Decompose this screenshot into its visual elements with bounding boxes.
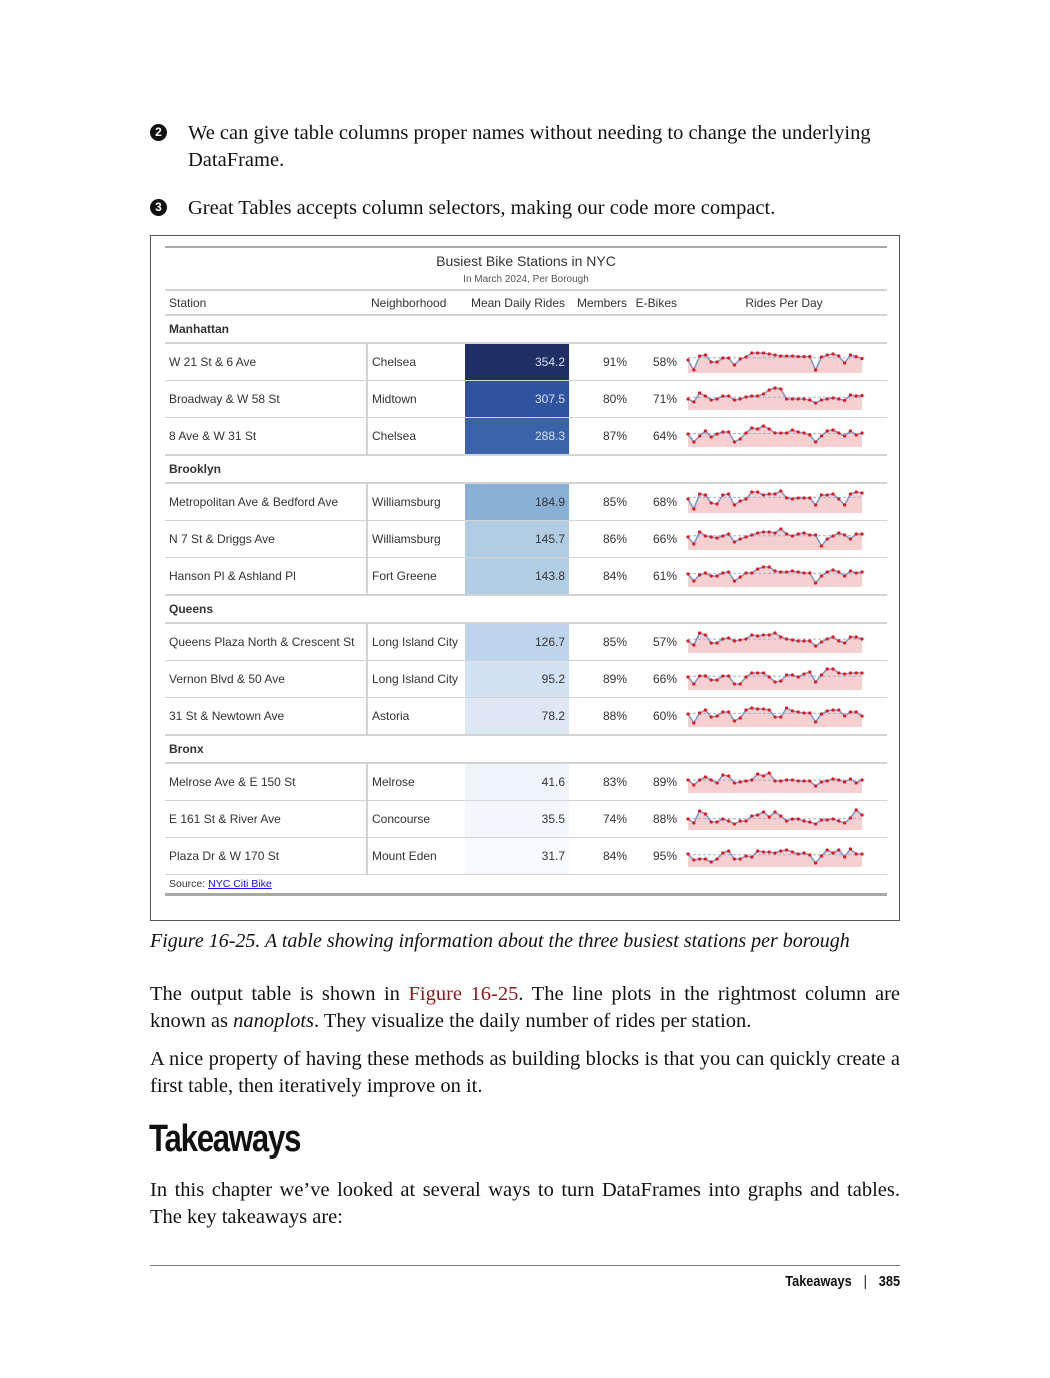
neighborhood-cell: Williamsburg	[367, 483, 465, 521]
rides-per-day-nanoplot	[681, 521, 887, 558]
ebikes-cell: 95%	[631, 838, 681, 875]
column-header-row	[165, 290, 887, 315]
callout-2	[150, 120, 902, 174]
ebikes-cell: 64%	[631, 418, 681, 456]
group-label: Manhattan	[165, 315, 887, 343]
table-row	[165, 838, 887, 875]
table-row	[165, 698, 887, 736]
callout-number-icon: 2	[150, 124, 167, 141]
mean-daily-rides-cell: 288.3	[465, 418, 569, 456]
nanoplot-line-chart	[685, 562, 865, 588]
table-source-note	[165, 875, 887, 896]
group-label: Queens	[165, 595, 887, 623]
nanoplot-line-chart	[685, 525, 865, 551]
page-number: 385	[878, 1273, 900, 1290]
neighborhood-cell: Chelsea	[367, 418, 465, 456]
source-label: Source:	[169, 878, 209, 890]
nanoplot-line-chart	[685, 665, 865, 691]
mean-daily-rides-cell: 31.7	[465, 838, 569, 875]
members-cell: 83%	[569, 763, 631, 801]
mean-daily-rides-cell: 307.5	[465, 381, 569, 418]
callout-text: Great Tables accepts column selectors, making our code more compact.	[188, 197, 776, 219]
members-cell: 85%	[569, 623, 631, 661]
footer-section: Takeaways	[785, 1273, 852, 1290]
mean-daily-rides-cell: 145.7	[465, 521, 569, 558]
rides-per-day-nanoplot	[681, 418, 887, 456]
callout-number-icon: 3	[150, 199, 167, 216]
source-link[interactable]: NYC Citi Bike	[208, 878, 272, 890]
ebikes-cell: 68%	[631, 483, 681, 521]
group-row-queens	[165, 595, 887, 623]
nanoplot-line-chart	[685, 805, 865, 831]
ebikes-cell: 71%	[631, 381, 681, 418]
paragraph-text: The output table is shown in	[150, 983, 409, 1005]
mean-daily-rides-cell: 95.2	[465, 661, 569, 698]
figure-caption: Figure 16-25. A table showing information about the three busiest stations per borough	[150, 930, 850, 952]
table-row	[165, 801, 887, 838]
neighborhood-cell: Midtown	[367, 381, 465, 418]
section-heading: Takeaways	[149, 1118, 301, 1160]
table-row	[165, 521, 887, 558]
column-header-station: Station	[165, 290, 367, 315]
neighborhood-cell: Fort Greene	[367, 558, 465, 596]
rides-per-day-nanoplot	[681, 483, 887, 521]
members-cell: 88%	[569, 698, 631, 736]
members-cell: 91%	[569, 343, 631, 381]
nanoplot-line-chart	[685, 702, 865, 728]
table-row	[165, 381, 887, 418]
nanoplot-line-chart	[685, 385, 865, 411]
rides-per-day-nanoplot	[681, 838, 887, 875]
nanoplot-line-chart	[685, 422, 865, 448]
station-cell: Hanson Pl & Ashland Pl	[165, 558, 367, 596]
neighborhood-cell: Chelsea	[367, 343, 465, 381]
paragraph-text: . They visualize the daily number of rides per station.	[314, 1010, 752, 1032]
station-cell: 31 St & Newtown Ave	[165, 698, 367, 736]
callout-3	[150, 195, 902, 222]
station-cell: W 21 St & 6 Ave	[165, 343, 367, 381]
neighborhood-cell: Astoria	[367, 698, 465, 736]
figure-cross-reference-link[interactable]: Figure 16-25	[408, 983, 519, 1005]
members-cell: 86%	[569, 521, 631, 558]
column-header-neighborhood: Neighborhood	[367, 290, 465, 315]
station-cell: 8 Ave & W 31 St	[165, 418, 367, 456]
station-cell: Melrose Ave & E 150 St	[165, 763, 367, 801]
rides-per-day-nanoplot	[681, 343, 887, 381]
neighborhood-cell: Melrose	[367, 763, 465, 801]
nanoplot-line-chart	[685, 768, 865, 794]
members-cell: 80%	[569, 381, 631, 418]
table-subtitle: In March 2024, Per Borough	[463, 274, 589, 285]
ebikes-cell: 89%	[631, 763, 681, 801]
nanoplot-line-chart	[685, 488, 865, 514]
group-row-brooklyn	[165, 455, 887, 483]
nanoplot-line-chart	[685, 628, 865, 654]
mean-daily-rides-cell: 184.9	[465, 483, 569, 521]
nanoplot-line-chart	[685, 842, 865, 868]
rides-per-day-nanoplot	[681, 698, 887, 736]
members-cell: 84%	[569, 838, 631, 875]
ebikes-cell: 58%	[631, 343, 681, 381]
mean-daily-rides-cell: 35.5	[465, 801, 569, 838]
group-row-bronx	[165, 735, 887, 763]
mean-daily-rides-cell: 126.7	[465, 623, 569, 661]
callout-text: We can give table columns proper names without needing to change the underlying DataFrame.	[188, 122, 871, 171]
rides-per-day-nanoplot	[681, 558, 887, 596]
members-cell: 89%	[569, 661, 631, 698]
paragraph-nanoplots	[150, 981, 900, 1035]
great-table	[165, 246, 887, 896]
rides-per-day-nanoplot	[681, 381, 887, 418]
neighborhood-cell: Concourse	[367, 801, 465, 838]
station-cell: E 161 St & River Ave	[165, 801, 367, 838]
station-cell: Broadway & W 58 St	[165, 381, 367, 418]
ebikes-cell: 66%	[631, 521, 681, 558]
station-cell: Metropolitan Ave & Bedford Ave	[165, 483, 367, 521]
members-cell: 84%	[569, 558, 631, 596]
station-cell: Plaza Dr & W 170 St	[165, 838, 367, 875]
page-footer	[785, 1273, 900, 1290]
ebikes-cell: 61%	[631, 558, 681, 596]
group-label: Bronx	[165, 735, 887, 763]
paragraph-emphasis: nanoplots	[233, 1010, 315, 1032]
footer-separator: |	[863, 1273, 867, 1290]
table-row	[165, 558, 887, 596]
neighborhood-cell: Long Island City	[367, 661, 465, 698]
members-cell: 85%	[569, 483, 631, 521]
table-row	[165, 483, 887, 521]
members-cell: 74%	[569, 801, 631, 838]
ebikes-cell: 60%	[631, 698, 681, 736]
column-header-rides-per-day: Rides Per Day	[681, 290, 887, 315]
neighborhood-cell: Williamsburg	[367, 521, 465, 558]
figure-frame	[150, 235, 900, 921]
mean-daily-rides-cell: 143.8	[465, 558, 569, 596]
group-row-manhattan	[165, 315, 887, 343]
column-header-members: Members	[569, 290, 631, 315]
table-row	[165, 343, 887, 381]
neighborhood-cell: Mount Eden	[367, 838, 465, 875]
ebikes-cell: 88%	[631, 801, 681, 838]
ebikes-cell: 66%	[631, 661, 681, 698]
station-cell: Queens Plaza North & Crescent St	[165, 623, 367, 661]
column-header-ebikes: E-Bikes	[631, 290, 681, 315]
table-row	[165, 623, 887, 661]
table-title: Busiest Bike Stations in NYC	[436, 253, 616, 269]
station-cell: N 7 St & Driggs Ave	[165, 521, 367, 558]
stations-table	[165, 289, 887, 875]
mean-daily-rides-cell: 41.6	[465, 763, 569, 801]
rides-per-day-nanoplot	[681, 801, 887, 838]
table-row	[165, 418, 887, 456]
footer-rule	[150, 1265, 900, 1266]
table-row	[165, 763, 887, 801]
table-row	[165, 661, 887, 698]
members-cell: 87%	[569, 418, 631, 456]
paragraph-text: . The line plots in the rightmost column are known as	[150, 983, 900, 1032]
mean-daily-rides-cell: 78.2	[465, 698, 569, 736]
nanoplot-line-chart	[685, 348, 865, 374]
rides-per-day-nanoplot	[681, 661, 887, 698]
paragraph-takeaways-intro: In this chapter we’ve looked at several ways to turn DataFrames into graphs and tables. The key takeaways are:	[150, 1179, 900, 1228]
neighborhood-cell: Long Island City	[367, 623, 465, 661]
rides-per-day-nanoplot	[681, 623, 887, 661]
station-cell: Vernon Blvd & 50 Ave	[165, 661, 367, 698]
paragraph-building-blocks: A nice property of having these methods as building blocks is that you can quickly create a first table, then iteratively improve on it.	[150, 1048, 900, 1097]
column-header-mean-daily-rides: Mean Daily Rides	[465, 290, 569, 315]
mean-daily-rides-cell: 354.2	[465, 343, 569, 381]
group-label: Brooklyn	[165, 455, 887, 483]
table-body	[165, 315, 887, 875]
ebikes-cell: 57%	[631, 623, 681, 661]
rides-per-day-nanoplot	[681, 763, 887, 801]
